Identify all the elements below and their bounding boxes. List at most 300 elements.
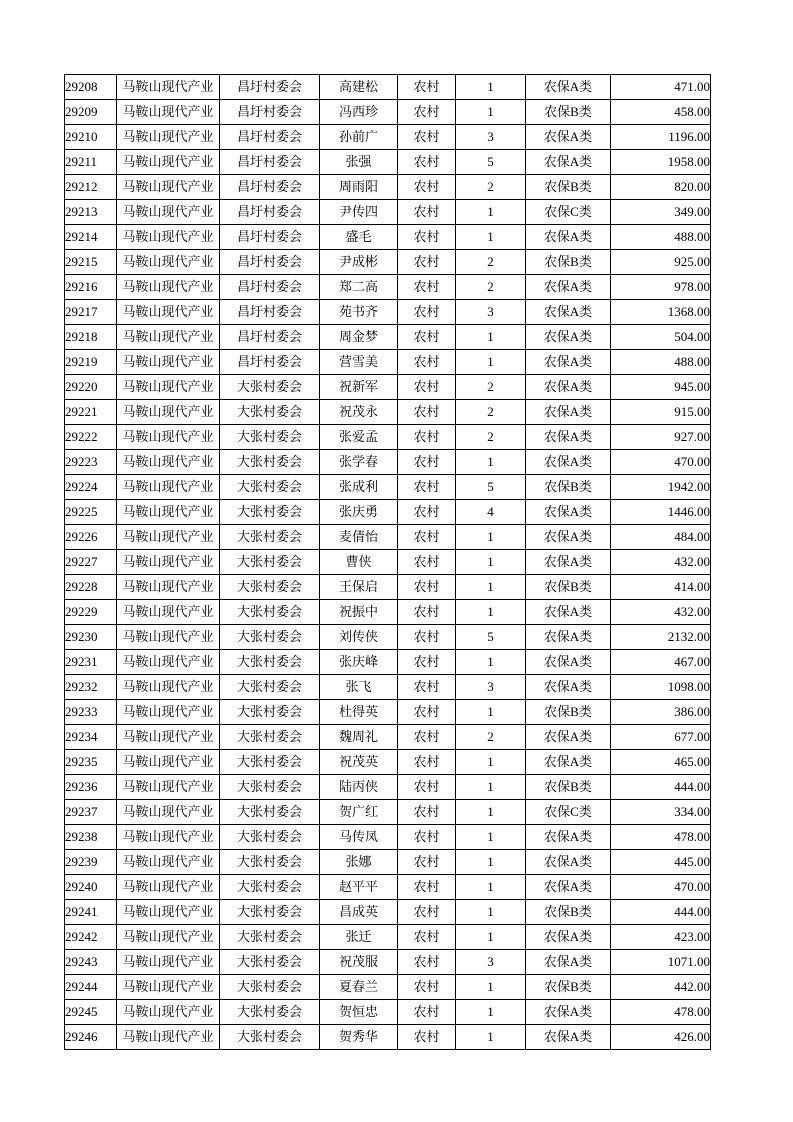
cell-village: 大张村委会: [220, 775, 320, 800]
cell-category: 农保A类: [526, 925, 611, 950]
cell-id: 29228: [65, 575, 117, 600]
cell-org: 马鞍山现代产业: [117, 325, 220, 350]
cell-id: 29243: [65, 950, 117, 975]
cell-count: 1: [456, 75, 526, 100]
table-row: [65, 200, 711, 225]
table-row: [65, 225, 711, 250]
cell-type: 农村: [398, 325, 456, 350]
cell-category: 农保A类: [526, 375, 611, 400]
cell-org: 马鞍山现代产业: [117, 675, 220, 700]
cell-category: 农保A类: [526, 825, 611, 850]
table-row: [65, 525, 711, 550]
cell-amount: 471.00: [611, 75, 711, 100]
cell-category: 农保A类: [526, 325, 611, 350]
cell-category: 农保B类: [526, 475, 611, 500]
cell-type: 农村: [398, 75, 456, 100]
cell-id: 29223: [65, 450, 117, 475]
cell-id: 29214: [65, 225, 117, 250]
cell-village: 昌圩村委会: [220, 275, 320, 300]
cell-amount: 1446.00: [611, 500, 711, 525]
cell-id: 29239: [65, 850, 117, 875]
cell-name: 曹侠: [320, 550, 398, 575]
cell-village: 大张村委会: [220, 525, 320, 550]
cell-type: 农村: [398, 775, 456, 800]
table-row: [65, 700, 711, 725]
cell-category: 农保A类: [526, 300, 611, 325]
cell-name: 张飞: [320, 675, 398, 700]
table-row: [65, 450, 711, 475]
cell-count: 2: [456, 275, 526, 300]
cell-org: 马鞍山现代产业: [117, 975, 220, 1000]
cell-id: 29217: [65, 300, 117, 325]
cell-category: 农保A类: [526, 125, 611, 150]
cell-amount: 1942.00: [611, 475, 711, 500]
cell-count: 1: [456, 750, 526, 775]
table-row: [65, 600, 711, 625]
cell-name: 赵平平: [320, 875, 398, 900]
cell-name: 刘传侠: [320, 625, 398, 650]
cell-id: 29244: [65, 975, 117, 1000]
cell-type: 农村: [398, 250, 456, 275]
cell-id: 29208: [65, 75, 117, 100]
table-row: [65, 125, 711, 150]
cell-count: 5: [456, 475, 526, 500]
cell-org: 马鞍山现代产业: [117, 925, 220, 950]
cell-name: 昌成英: [320, 900, 398, 925]
cell-count: 2: [456, 725, 526, 750]
cell-id: 29221: [65, 400, 117, 425]
table-row: [65, 75, 711, 100]
table-row: [65, 1000, 711, 1025]
cell-org: 马鞍山现代产业: [117, 100, 220, 125]
cell-count: 1: [456, 575, 526, 600]
cell-type: 农村: [398, 725, 456, 750]
cell-id: 29220: [65, 375, 117, 400]
cell-count: 1: [456, 100, 526, 125]
table-row: [65, 175, 711, 200]
table-row: [65, 575, 711, 600]
table-row: [65, 300, 711, 325]
cell-category: 农保A类: [526, 500, 611, 525]
cell-village: 昌圩村委会: [220, 250, 320, 275]
cell-amount: 1098.00: [611, 675, 711, 700]
cell-amount: 945.00: [611, 375, 711, 400]
cell-count: 1: [456, 875, 526, 900]
table-row: [65, 850, 711, 875]
cell-category: 农保B类: [526, 900, 611, 925]
cell-id: 29226: [65, 525, 117, 550]
cell-id: 29218: [65, 325, 117, 350]
cell-amount: 444.00: [611, 775, 711, 800]
cell-category: 农保A类: [526, 275, 611, 300]
cell-amount: 432.00: [611, 600, 711, 625]
table-row: [65, 550, 711, 575]
cell-type: 农村: [398, 425, 456, 450]
cell-amount: 423.00: [611, 925, 711, 950]
cell-name: 陆丙侠: [320, 775, 398, 800]
cell-amount: 488.00: [611, 350, 711, 375]
cell-village: 昌圩村委会: [220, 325, 320, 350]
cell-id: 29231: [65, 650, 117, 675]
cell-category: 农保A类: [526, 450, 611, 475]
cell-amount: 470.00: [611, 875, 711, 900]
cell-count: 1: [456, 1025, 526, 1050]
cell-type: 农村: [398, 825, 456, 850]
cell-type: 农村: [398, 125, 456, 150]
cell-village: 大张村委会: [220, 1025, 320, 1050]
cell-id: 29242: [65, 925, 117, 950]
cell-name: 张庆峰: [320, 650, 398, 675]
cell-amount: 478.00: [611, 825, 711, 850]
cell-category: 农保A类: [526, 725, 611, 750]
cell-org: 马鞍山现代产业: [117, 150, 220, 175]
cell-village: 大张村委会: [220, 1000, 320, 1025]
cell-org: 马鞍山现代产业: [117, 625, 220, 650]
cell-org: 马鞍山现代产业: [117, 175, 220, 200]
cell-id: 29238: [65, 825, 117, 850]
cell-org: 马鞍山现代产业: [117, 425, 220, 450]
cell-count: 1: [456, 850, 526, 875]
cell-amount: 458.00: [611, 100, 711, 125]
cell-org: 马鞍山现代产业: [117, 725, 220, 750]
table-row: [65, 375, 711, 400]
cell-org: 马鞍山现代产业: [117, 650, 220, 675]
table-row: [65, 975, 711, 1000]
cell-amount: 444.00: [611, 900, 711, 925]
cell-amount: 467.00: [611, 650, 711, 675]
cell-type: 农村: [398, 525, 456, 550]
cell-category: 农保A类: [526, 1025, 611, 1050]
cell-category: 农保A类: [526, 425, 611, 450]
cell-id: 29227: [65, 550, 117, 575]
cell-village: 大张村委会: [220, 650, 320, 675]
cell-amount: 1368.00: [611, 300, 711, 325]
cell-category: 农保A类: [526, 600, 611, 625]
cell-village: 大张村委会: [220, 675, 320, 700]
cell-category: 农保A类: [526, 950, 611, 975]
cell-name: 尹传四: [320, 200, 398, 225]
cell-name: 郑二高: [320, 275, 398, 300]
table-row: [65, 675, 711, 700]
cell-count: 1: [456, 925, 526, 950]
cell-name: 贺恒忠: [320, 1000, 398, 1025]
cell-category: 农保B类: [526, 575, 611, 600]
cell-category: 农保B类: [526, 175, 611, 200]
cell-count: 3: [456, 675, 526, 700]
cell-count: 1: [456, 225, 526, 250]
cell-type: 农村: [398, 275, 456, 300]
cell-name: 魏周礼: [320, 725, 398, 750]
cell-count: 1: [456, 700, 526, 725]
cell-type: 农村: [398, 150, 456, 175]
cell-name: 苑书齐: [320, 300, 398, 325]
cell-name: 贺秀华: [320, 1025, 398, 1050]
cell-amount: 442.00: [611, 975, 711, 1000]
cell-count: 1: [456, 775, 526, 800]
cell-name: 张强: [320, 150, 398, 175]
cell-count: 1: [456, 450, 526, 475]
cell-type: 农村: [398, 925, 456, 950]
cell-org: 马鞍山现代产业: [117, 950, 220, 975]
cell-org: 马鞍山现代产业: [117, 75, 220, 100]
cell-type: 农村: [398, 100, 456, 125]
cell-type: 农村: [398, 350, 456, 375]
cell-name: 祝茂英: [320, 750, 398, 775]
table-row: [65, 400, 711, 425]
cell-name: 周雨阳: [320, 175, 398, 200]
cell-type: 农村: [398, 575, 456, 600]
cell-type: 农村: [398, 975, 456, 1000]
cell-id: 29209: [65, 100, 117, 125]
cell-name: 张爱孟: [320, 425, 398, 450]
cell-type: 农村: [398, 475, 456, 500]
cell-village: 昌圩村委会: [220, 225, 320, 250]
cell-amount: 915.00: [611, 400, 711, 425]
table-row: [65, 500, 711, 525]
cell-count: 1: [456, 200, 526, 225]
cell-village: 大张村委会: [220, 700, 320, 725]
cell-id: 29234: [65, 725, 117, 750]
cell-name: 营雪美: [320, 350, 398, 375]
cell-amount: 927.00: [611, 425, 711, 450]
cell-category: 农保B类: [526, 700, 611, 725]
cell-name: 盛毛: [320, 225, 398, 250]
cell-org: 马鞍山现代产业: [117, 450, 220, 475]
cell-id: 29222: [65, 425, 117, 450]
cell-amount: 488.00: [611, 225, 711, 250]
cell-category: 农保A类: [526, 150, 611, 175]
cell-village: 昌圩村委会: [220, 75, 320, 100]
cell-name: 尹成彬: [320, 250, 398, 275]
cell-amount: 820.00: [611, 175, 711, 200]
cell-org: 马鞍山现代产业: [117, 475, 220, 500]
cell-org: 马鞍山现代产业: [117, 525, 220, 550]
cell-org: 马鞍山现代产业: [117, 800, 220, 825]
cell-village: 大张村委会: [220, 900, 320, 925]
cell-name: 孙前广: [320, 125, 398, 150]
cell-amount: 978.00: [611, 275, 711, 300]
cell-org: 马鞍山现代产业: [117, 250, 220, 275]
table-row: [65, 825, 711, 850]
table-row: [65, 425, 711, 450]
cell-village: 昌圩村委会: [220, 100, 320, 125]
table-row: [65, 925, 711, 950]
cell-village: 大张村委会: [220, 950, 320, 975]
cell-id: 29219: [65, 350, 117, 375]
cell-category: 农保A类: [526, 750, 611, 775]
cell-type: 农村: [398, 750, 456, 775]
cell-category: 农保A类: [526, 550, 611, 575]
cell-id: 29232: [65, 675, 117, 700]
cell-count: 5: [456, 150, 526, 175]
cell-type: 农村: [398, 900, 456, 925]
cell-count: 1: [456, 550, 526, 575]
cell-category: 农保A类: [526, 850, 611, 875]
cell-name: 杜得英: [320, 700, 398, 725]
table-row: [65, 100, 711, 125]
cell-village: 大张村委会: [220, 500, 320, 525]
cell-amount: 677.00: [611, 725, 711, 750]
cell-type: 农村: [398, 700, 456, 725]
cell-id: 29224: [65, 475, 117, 500]
table-row: [65, 350, 711, 375]
cell-village: 大张村委会: [220, 850, 320, 875]
cell-amount: 445.00: [611, 850, 711, 875]
cell-village: 大张村委会: [220, 750, 320, 775]
cell-village: 昌圩村委会: [220, 200, 320, 225]
table-row: [65, 150, 711, 175]
cell-name: 马传凤: [320, 825, 398, 850]
cell-org: 马鞍山现代产业: [117, 400, 220, 425]
cell-name: 张成利: [320, 475, 398, 500]
cell-count: 1: [456, 800, 526, 825]
cell-category: 农保B类: [526, 775, 611, 800]
cell-org: 马鞍山现代产业: [117, 825, 220, 850]
cell-id: 29245: [65, 1000, 117, 1025]
cell-org: 马鞍山现代产业: [117, 550, 220, 575]
cell-amount: 1958.00: [611, 150, 711, 175]
cell-category: 农保A类: [526, 675, 611, 700]
cell-name: 张迁: [320, 925, 398, 950]
table-row: [65, 275, 711, 300]
cell-org: 马鞍山现代产业: [117, 1000, 220, 1025]
cell-category: 农保B类: [526, 100, 611, 125]
cell-org: 马鞍山现代产业: [117, 300, 220, 325]
cell-category: 农保B类: [526, 975, 611, 1000]
cell-count: 1: [456, 900, 526, 925]
cell-id: 29212: [65, 175, 117, 200]
cell-id: 29237: [65, 800, 117, 825]
cell-name: 王保启: [320, 575, 398, 600]
cell-village: 大张村委会: [220, 800, 320, 825]
cell-amount: 470.00: [611, 450, 711, 475]
table-row: [65, 775, 711, 800]
cell-type: 农村: [398, 550, 456, 575]
cell-org: 马鞍山现代产业: [117, 850, 220, 875]
cell-name: 祝振中: [320, 600, 398, 625]
cell-village: 大张村委会: [220, 575, 320, 600]
table-row: [65, 750, 711, 775]
table-row: [65, 250, 711, 275]
cell-amount: 478.00: [611, 1000, 711, 1025]
cell-village: 大张村委会: [220, 625, 320, 650]
cell-id: 29229: [65, 600, 117, 625]
cell-type: 农村: [398, 850, 456, 875]
cell-id: 29236: [65, 775, 117, 800]
table-row: [65, 650, 711, 675]
cell-name: 夏春兰: [320, 975, 398, 1000]
cell-count: 1: [456, 650, 526, 675]
cell-org: 马鞍山现代产业: [117, 900, 220, 925]
cell-village: 大张村委会: [220, 550, 320, 575]
cell-count: 2: [456, 250, 526, 275]
cell-type: 农村: [398, 175, 456, 200]
cell-count: 1: [456, 1000, 526, 1025]
cell-id: 29225: [65, 500, 117, 525]
cell-type: 农村: [398, 375, 456, 400]
cell-name: 祝新军: [320, 375, 398, 400]
cell-village: 大张村委会: [220, 925, 320, 950]
cell-amount: 925.00: [611, 250, 711, 275]
cell-village: 大张村委会: [220, 600, 320, 625]
cell-id: 29241: [65, 900, 117, 925]
cell-village: 大张村委会: [220, 425, 320, 450]
cell-org: 马鞍山现代产业: [117, 275, 220, 300]
cell-org: 马鞍山现代产业: [117, 575, 220, 600]
table-row: [65, 625, 711, 650]
cell-category: 农保A类: [526, 225, 611, 250]
cell-village: 昌圩村委会: [220, 350, 320, 375]
cell-village: 大张村委会: [220, 825, 320, 850]
cell-category: 农保A类: [526, 650, 611, 675]
cell-org: 马鞍山现代产业: [117, 350, 220, 375]
cell-org: 马鞍山现代产业: [117, 225, 220, 250]
cell-type: 农村: [398, 650, 456, 675]
cell-name: 高建松: [320, 75, 398, 100]
cell-count: 4: [456, 500, 526, 525]
cell-type: 农村: [398, 1025, 456, 1050]
cell-village: 昌圩村委会: [220, 175, 320, 200]
cell-amount: 432.00: [611, 550, 711, 575]
cell-count: 1: [456, 325, 526, 350]
cell-amount: 414.00: [611, 575, 711, 600]
cell-amount: 504.00: [611, 325, 711, 350]
cell-count: 1: [456, 350, 526, 375]
cell-amount: 334.00: [611, 800, 711, 825]
cell-count: 3: [456, 950, 526, 975]
cell-type: 农村: [398, 600, 456, 625]
cell-amount: 2132.00: [611, 625, 711, 650]
cell-amount: 465.00: [611, 750, 711, 775]
cell-village: 大张村委会: [220, 975, 320, 1000]
cell-org: 马鞍山现代产业: [117, 600, 220, 625]
table-row: [65, 725, 711, 750]
cell-name: 张娜: [320, 850, 398, 875]
cell-name: 贺广红: [320, 800, 398, 825]
cell-category: 农保C类: [526, 200, 611, 225]
cell-id: 29215: [65, 250, 117, 275]
table-row: [65, 875, 711, 900]
cell-village: 大张村委会: [220, 475, 320, 500]
cell-category: 农保A类: [526, 75, 611, 100]
table-row: [65, 475, 711, 500]
cell-type: 农村: [398, 625, 456, 650]
cell-org: 马鞍山现代产业: [117, 875, 220, 900]
cell-name: 周金梦: [320, 325, 398, 350]
cell-name: 冯西珍: [320, 100, 398, 125]
cell-type: 农村: [398, 200, 456, 225]
cell-type: 农村: [398, 300, 456, 325]
cell-village: 昌圩村委会: [220, 150, 320, 175]
cell-category: 农保A类: [526, 400, 611, 425]
cell-id: 29230: [65, 625, 117, 650]
cell-org: 马鞍山现代产业: [117, 750, 220, 775]
cell-amount: 1071.00: [611, 950, 711, 975]
cell-village: 大张村委会: [220, 875, 320, 900]
cell-category: 农保A类: [526, 625, 611, 650]
cell-id: 29213: [65, 200, 117, 225]
cell-type: 农村: [398, 400, 456, 425]
cell-type: 农村: [398, 875, 456, 900]
cell-type: 农村: [398, 675, 456, 700]
cell-amount: 1196.00: [611, 125, 711, 150]
cell-count: 2: [456, 400, 526, 425]
cell-category: 农保A类: [526, 1000, 611, 1025]
cell-count: 1: [456, 525, 526, 550]
cell-village: 大张村委会: [220, 375, 320, 400]
cell-village: 昌圩村委会: [220, 300, 320, 325]
cell-category: 农保A类: [526, 525, 611, 550]
